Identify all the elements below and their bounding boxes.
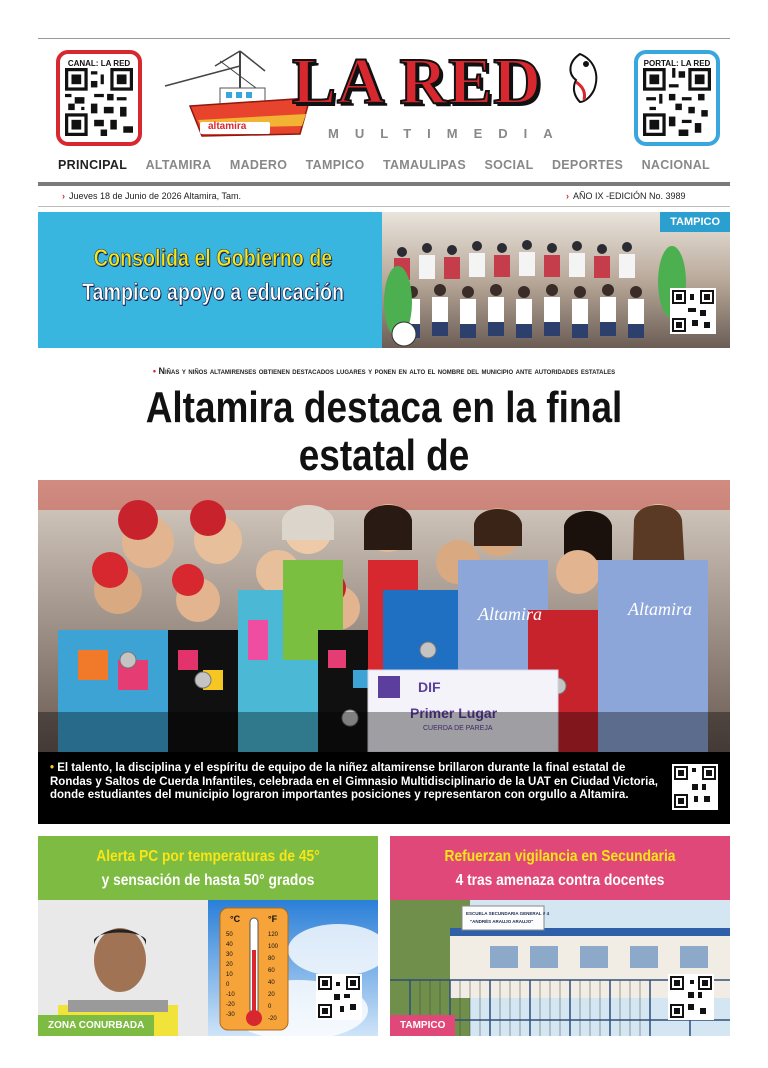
- banner-headline: [70, 242, 357, 310]
- card-headline: [38, 836, 378, 900]
- main-photo[interactable]: [38, 480, 730, 752]
- qr-code-icon: [65, 68, 133, 136]
- qr-portal-label: PORTAL: LA RED: [643, 59, 711, 68]
- sign-title: Primer Lugar: [410, 705, 498, 721]
- nav-nacional[interactable]: NACIONAL: [641, 158, 710, 172]
- thermo-c: °C: [230, 914, 241, 924]
- masthead-title: LA RED: [292, 45, 542, 118]
- card-headline-1: Refuerzan vigilancia en Secundaria: [444, 848, 676, 865]
- caption-text: El talento, la disciplina y el espíritu de equipo de la niñez altamirense brillaron durante la final estatal de Rondas y Saltos de Cuerda Infantiles, celebrada en el Gimnasio Multidisciplinario de la UAT en Ciudad Victoria, donde estudiantes del municipio lograron importantes posiciones y representaron con orgullo a Altamira.: [50, 762, 658, 801]
- top-rule: [38, 38, 730, 39]
- nav-tamaulipas[interactable]: TAMAULIPAS: [382, 158, 467, 172]
- scale-f-3: 60: [268, 968, 275, 974]
- card-headline-2: y sensación de hasta 50° grados: [101, 872, 315, 889]
- tampico-banner[interactable]: [38, 212, 730, 348]
- scale-f-4: 40: [268, 980, 275, 986]
- nav-social[interactable]: SOCIAL: [484, 158, 534, 172]
- shirt-text: Altamira: [478, 604, 543, 624]
- bullet-icon: •: [50, 762, 58, 774]
- banner-line-2: Tampico apoyo a educación: [81, 279, 345, 306]
- scale-f-1: 100: [268, 944, 279, 950]
- dancers-photo: [38, 480, 730, 752]
- main-caption: [38, 752, 730, 824]
- main-kicker: [38, 366, 730, 376]
- scale-f-7: -20: [268, 1016, 277, 1022]
- scale-f-2: 80: [268, 956, 275, 962]
- tag-tampico[interactable]: TAMPICO: [660, 212, 730, 232]
- scale-c-7: -20: [226, 1002, 235, 1008]
- qr-code-icon: [672, 764, 718, 810]
- scale-c-0: 50: [226, 932, 233, 938]
- nav-deportes[interactable]: DEPORTES: [551, 158, 624, 172]
- banner-line-1: Consolida el Gobierno de: [93, 245, 333, 272]
- edition-line: [566, 191, 686, 201]
- tag-tampico-card[interactable]: TAMPICO: [390, 1015, 455, 1036]
- scale-c-4: 10: [226, 972, 233, 978]
- school-sign-2: "ANDRÉS ARAUJO ARAUJO": [470, 919, 534, 924]
- scale-f-5: 20: [268, 992, 275, 998]
- qr-code-icon: [670, 288, 716, 334]
- headline-line-1: Altamira destaca en la final estatal de: [145, 383, 623, 480]
- date-line: [62, 191, 241, 201]
- nav-rule: [38, 182, 730, 186]
- qr-canal-label: CANAL: LA RED: [67, 59, 131, 68]
- thermo-f: °F: [268, 914, 278, 924]
- card-headline-1: Alerta PC por temperaturas de 45°: [96, 848, 320, 865]
- info-rule: [38, 206, 730, 207]
- card-headline: [390, 836, 730, 900]
- school-sign-1: ESCUELA SECUNDARIA GENERAL # 4: [466, 911, 550, 916]
- section-nav: [38, 158, 730, 176]
- boat-label: altamira: [208, 121, 247, 132]
- nav-tampico[interactable]: TAMPICO: [305, 158, 365, 172]
- scale-c-5: 0: [226, 982, 230, 988]
- nav-principal[interactable]: PRINCIPAL: [58, 158, 128, 172]
- masthead-logo[interactable]: [160, 46, 610, 146]
- chevron-right-icon: ›: [566, 191, 569, 201]
- qr-portal-box[interactable]: [634, 50, 720, 146]
- scale-f-0: 120: [268, 932, 279, 938]
- sign-sub: CUERDA DE PAREJA: [423, 725, 493, 732]
- scale-c-6: -10: [226, 992, 235, 998]
- scale-c-8: -30: [226, 1012, 235, 1018]
- qr-code-icon: [643, 68, 711, 136]
- scale-c-1: 40: [226, 942, 233, 948]
- tag-zona-conurbada[interactable]: ZONA CONURBADA: [38, 1015, 154, 1036]
- shirt-text-2: Altamira: [628, 599, 693, 619]
- qr-code-icon: [316, 974, 362, 1020]
- kicker-text: Niñas y niños altamirenses obtienen destacados lugares y ponen en alto el nombre del municipio ante autoridades estatales: [158, 366, 616, 376]
- scale-c-3: 20: [226, 962, 233, 968]
- story-card-heat[interactable]: [38, 836, 378, 1036]
- sign-org: DIF: [418, 679, 441, 695]
- qr-canal-box[interactable]: [56, 50, 142, 146]
- qr-code-icon: [668, 974, 714, 1020]
- chevron-right-icon: ›: [62, 191, 65, 201]
- fish-icon: [560, 52, 602, 104]
- scale-f-6: 0: [268, 1004, 272, 1010]
- nav-altamira[interactable]: ALTAMIRA: [145, 158, 212, 172]
- masthead-subtitle: MULTIMEDIA: [328, 126, 569, 141]
- card-headline-2: 4 tras amenaza contra docentes: [455, 872, 665, 889]
- story-card-school[interactable]: [390, 836, 730, 1036]
- scale-c-2: 30: [226, 952, 233, 958]
- edition-text: AÑO IX -EDICIÓN No. 3989: [573, 191, 686, 201]
- bullet-icon: •: [152, 366, 156, 376]
- nav-madero[interactable]: MADERO: [229, 158, 288, 172]
- date-text: Jueves 18 de Junio de 2026 Altamira, Tam.: [69, 191, 241, 201]
